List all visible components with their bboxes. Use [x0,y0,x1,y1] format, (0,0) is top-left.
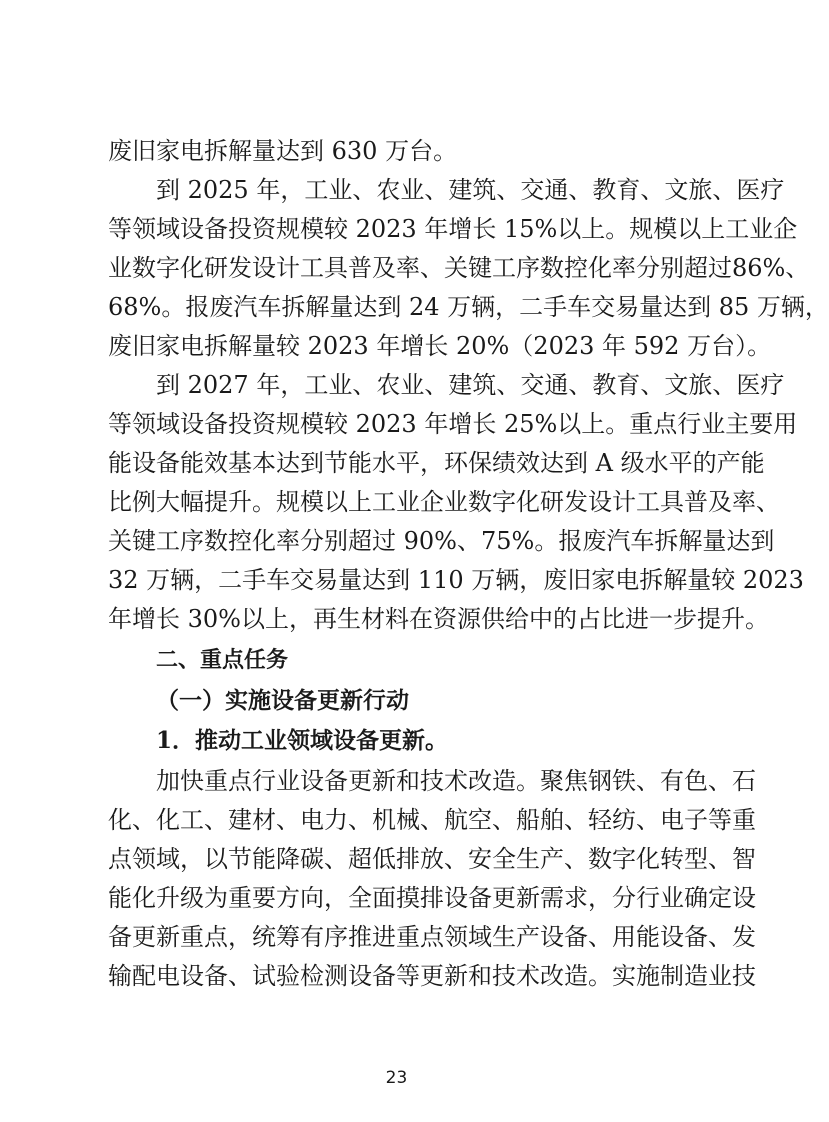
body-line: 到 2027 年，工业、农业、建筑、交通、教育、文旅、医疗 [156,371,785,399]
body-line: 等领域设备投资规模较 2023 年增长 25%以上。重点行业主要用 [108,410,798,438]
body-line: 化、化工、建材、电力、机械、航空、船舶、轻纺、电子等重 [108,806,756,834]
subsection-heading: （一）实施设备更新行动 [156,687,409,714]
section-heading: 二、重点任务 [156,648,289,673]
body-line: 业数字化研发设计工具普及率、关键工序数控化率分别超过86%、 [108,254,810,282]
body-line: 68%。报废汽车拆解量达到 24 万辆，二手车交易量达到 85 万辆， [108,293,829,321]
body-line: 能化升级为重要方向，全面摸排设备更新需求，分行业确定设 [108,884,756,912]
item-heading: 1．推动工业领域设备更新。 [156,727,449,754]
page-number: 23 [385,1068,408,1088]
body-line: 点领域，以节能降碳、超低排放、安全生产、数字化转型、智 [108,845,756,873]
body-line: 加快重点行业设备更新和技术改造。聚焦钢铁、有色、石 [156,767,756,795]
body-line: 废旧家电拆解量达到 630 万台。 [108,137,458,165]
body-line: 输配电设备、试验检测设备等更新和技术改造。实施制造业技 [108,962,756,990]
body-line: 关键工序数控化率分别超过 90%、75%。报废汽车拆解量达到 [108,527,775,555]
body-line: 能设备能效基本达到节能水平，环保绩效达到 A 级水平的产能 [108,449,765,477]
body-line: 废旧家电拆解量较 2023 年增长 20%（2023 年 592 万台）。 [108,332,772,360]
body-line: 到 2025 年，工业、农业、建筑、交通、教育、文旅、医疗 [156,176,785,204]
body-line: 等领域设备投资规模较 2023 年增长 15%以上。规模以上工业企 [108,215,798,243]
body-line: 32 万辆，二手车交易量达到 110 万辆，废旧家电拆解量较 2023 [108,566,804,594]
body-line: 备更新重点，统筹有序推进重点领域生产设备、用能设备、发 [108,923,756,951]
body-line: 年增长 30%以上，再生材料在资源供给中的占比进一步提升。 [108,605,769,633]
body-line: 比例大幅提升。规模以上工业企业数字化研发设计工具普及率、 [108,488,780,516]
